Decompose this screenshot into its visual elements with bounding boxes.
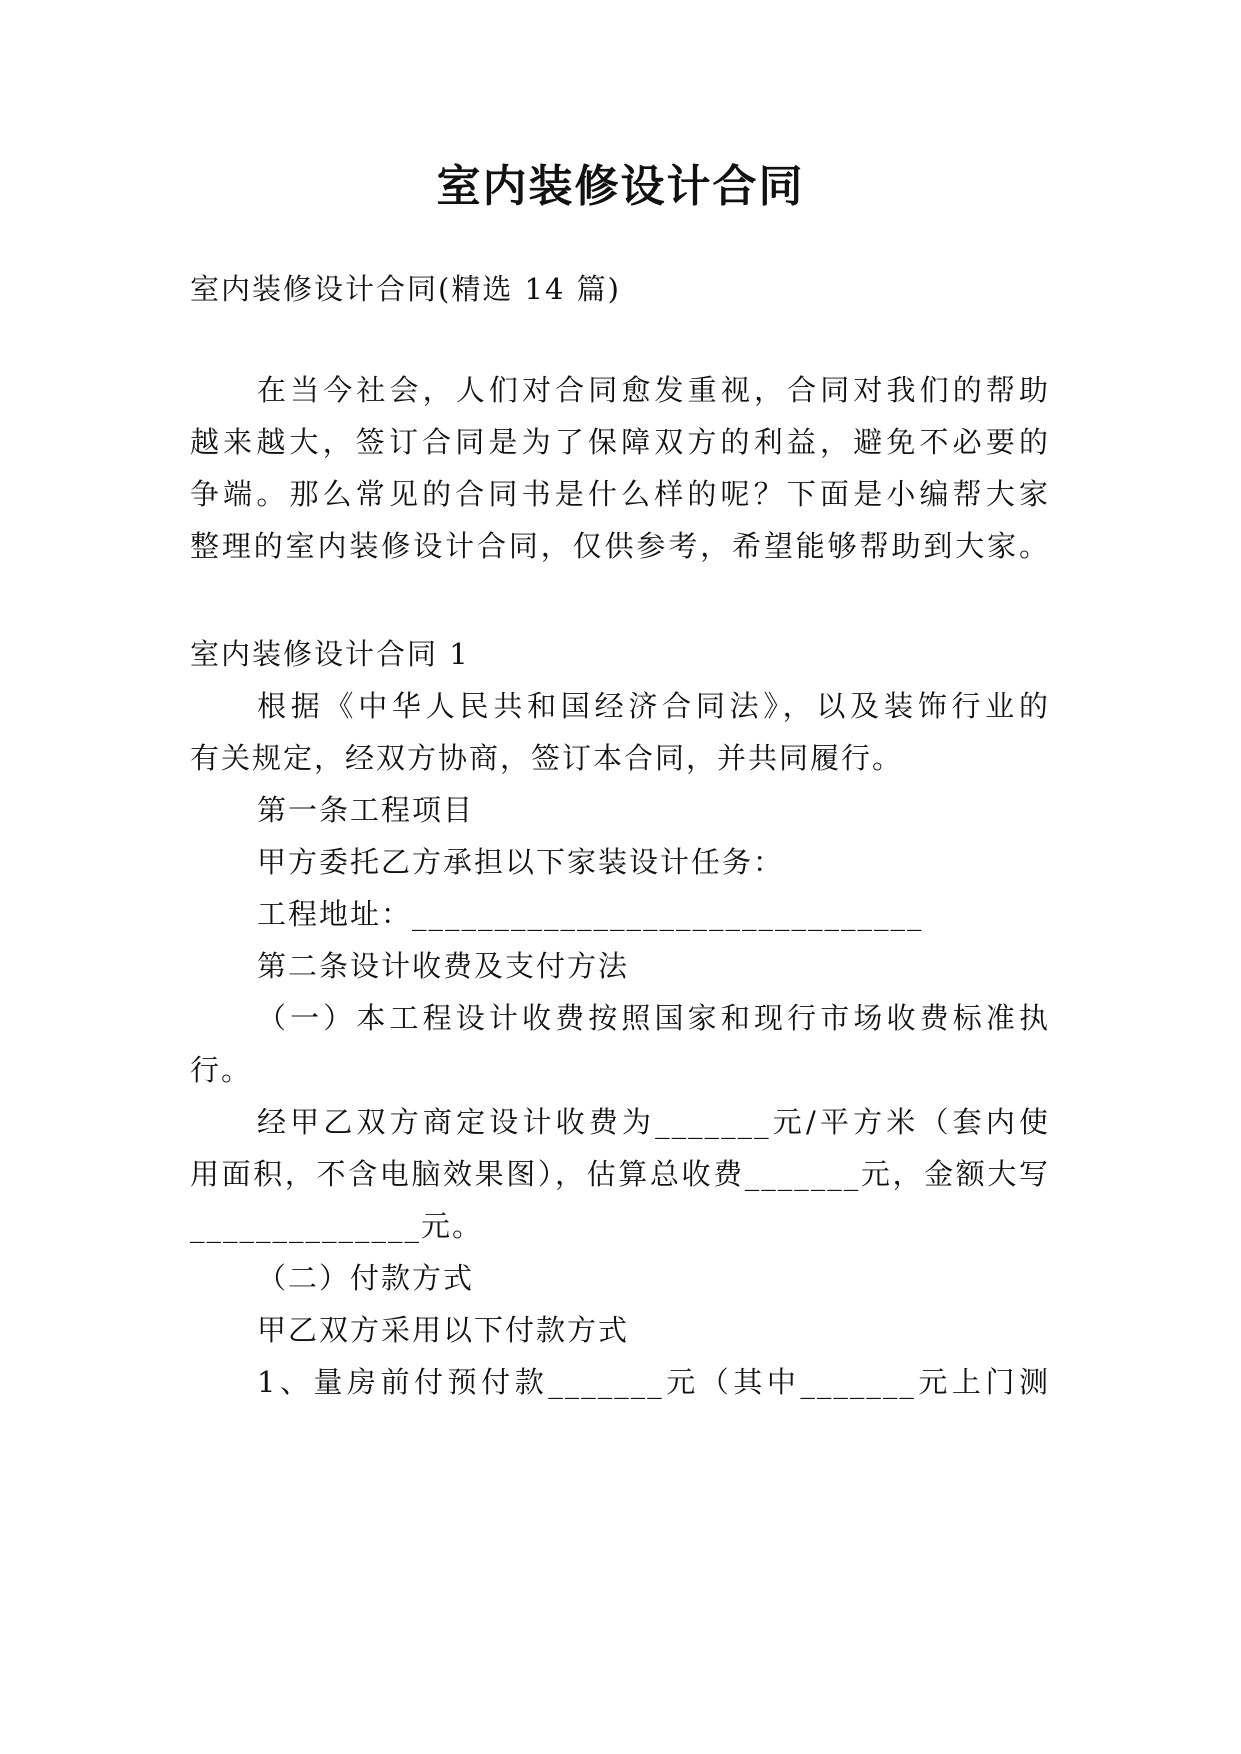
body-line: 用面积，不含电脑效果图），估算总收费_______元，金额大写 [190, 1157, 1050, 1191]
body-line: 行。 [190, 1053, 253, 1087]
article-heading: 第一条工程项目 [257, 793, 475, 827]
intro-line: 整理的室内装修设计合同，仅供参考，希望能够帮助到大家。 [190, 529, 1050, 563]
body-line: 经甲乙双方商定设计收费为_______元/平方米（套内使 [257, 1105, 1050, 1139]
document-subtitle: 室内装修设计合同(精选 14 篇) [190, 272, 621, 306]
address-field: 工程地址：_______________________________ [257, 897, 924, 931]
intro-line: 越来越大，签订合同是为了保障双方的利益，避免不必要的 [190, 425, 1050, 459]
section-heading: 室内装修设计合同 1 [190, 637, 470, 671]
document-title: 室内装修设计合同 [436, 161, 805, 212]
intro-line: 争端。那么常见的合同书是什么样的呢？下面是小编帮大家 [190, 477, 1050, 511]
body-line: （一）本工程设计收费按照国家和现行市场收费标准执 [257, 1001, 1050, 1035]
body-line: 有关规定，经双方协商，签订本合同，并共同履行。 [190, 741, 904, 775]
article-subheading: （二）付款方式 [257, 1261, 475, 1295]
payment-item: 1、量房前付预付款_______元（其中_______元上门测 [257, 1365, 1050, 1399]
body-line: 甲方委托乙方承担以下家装设计任务： [257, 845, 785, 879]
body-line: 根据《中华人民共和国经济合同法》，以及装饰行业的 [257, 689, 1050, 723]
body-line: ______________元。 [190, 1209, 484, 1243]
article-heading: 第二条设计收费及支付方法 [257, 949, 630, 983]
intro-line: 在当今社会，人们对合同愈发重视，合同对我们的帮助 [257, 373, 1050, 407]
body-line: 甲乙双方采用以下付款方式 [257, 1313, 630, 1347]
